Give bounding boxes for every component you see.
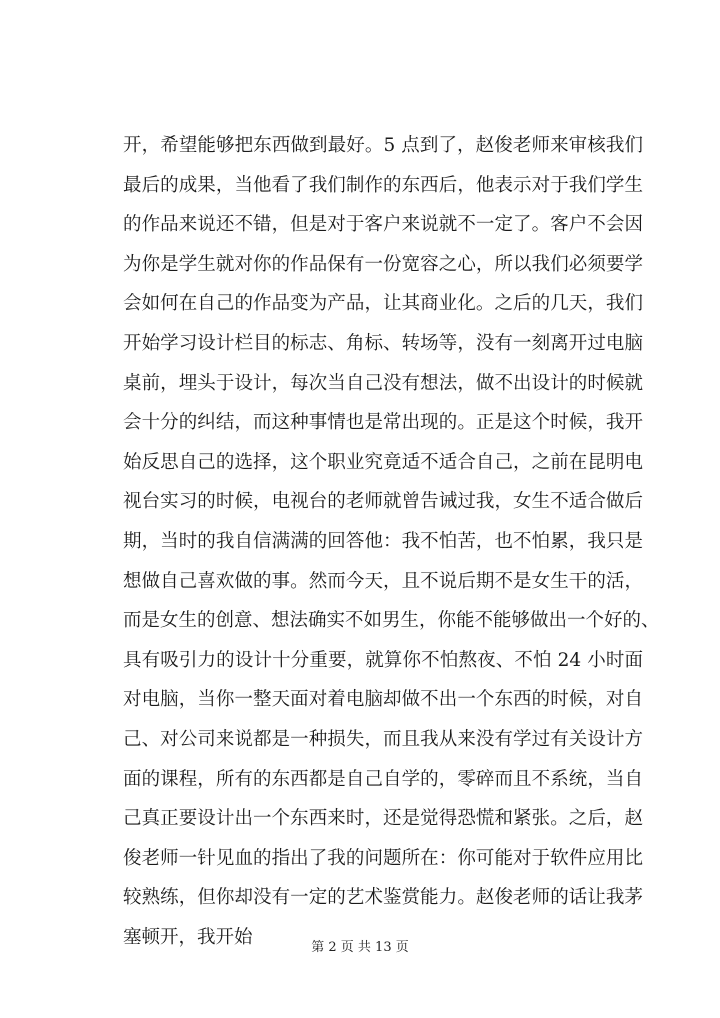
text-line: 己真正要设计出一个东西来时，还是觉得恐慌和紧张。之后，赵 [123, 808, 643, 830]
text-line: 为你是学生就对你的作品保有一份宽容之心，所以我们必须要学 [123, 253, 643, 275]
text-line: 始反思自己的选择，这个职业究竟适不适合自己，之前在昆明电 [123, 451, 643, 473]
text-line: 最后的成果，当他看了我们制作的东西后，他表示对于我们学生 [123, 174, 643, 196]
page-footer [0, 938, 720, 958]
text-line: 面的课程，所有的东西都是自己自学的，零碎而且不系统，当自 [123, 768, 643, 790]
body-text [123, 126, 660, 957]
text-line: 俊老师一针见血的指出了我的问题所在：你可能对于软件应用比 [123, 847, 643, 869]
text-line: 视台实习的时候，电视台的老师就曾告诫过我，女生不适合做后 [123, 491, 643, 513]
text-line: 具有吸引力的设计十分重要，就算你不怕熬夜、不怕 24 小时面 [123, 649, 643, 671]
page-number-label: 第 2 页 共 13 页 [311, 940, 409, 955]
text-line: 开，希望能够把东西做到最好。5 点到了，赵俊老师来审核我们 [123, 135, 643, 156]
text-line: 桌前，埋头于设计，每次当自己没有想法，做不出设计的时候就 [123, 372, 643, 394]
text-line: 会十分的纠结，而这种事情也是常出现的。正是这个时候，我开 [123, 412, 643, 434]
text-line: 的作品来说还不错，但是对于客户来说就不一定了。客户不会因 [123, 214, 643, 236]
text-line: 己、对公司来说都是一种损失，而且我从来没有学过有关设计方 [123, 728, 643, 750]
text-line: 开始学习设计栏目的标志、角标、转场等，没有一刻离开过电脑 [123, 332, 643, 354]
text-line-last: 塞顿开，我开始 [123, 926, 253, 948]
text-line: 较熟练，但你却没有一定的艺术鉴赏能力。赵俊老师的话让我茅 [123, 887, 643, 909]
text-line: 想做自己喜欢做的事。然而今天，且不说后期不是女生干的活， [123, 570, 643, 592]
text-line: 会如何在自己的作品变为产品，让其商业化。之后的几天，我们 [123, 293, 643, 315]
text-line: 对电脑，当你一整天面对着电脑却做不出一个东西的时候，对自 [123, 689, 643, 711]
text-line: 期，当时的我自信满满的回答他：我不怕苦，也不怕累，我只是 [123, 530, 643, 552]
text-line: 而是女生的创意、想法确实不如男生，你能不能够做出一个好的、 [123, 610, 660, 632]
